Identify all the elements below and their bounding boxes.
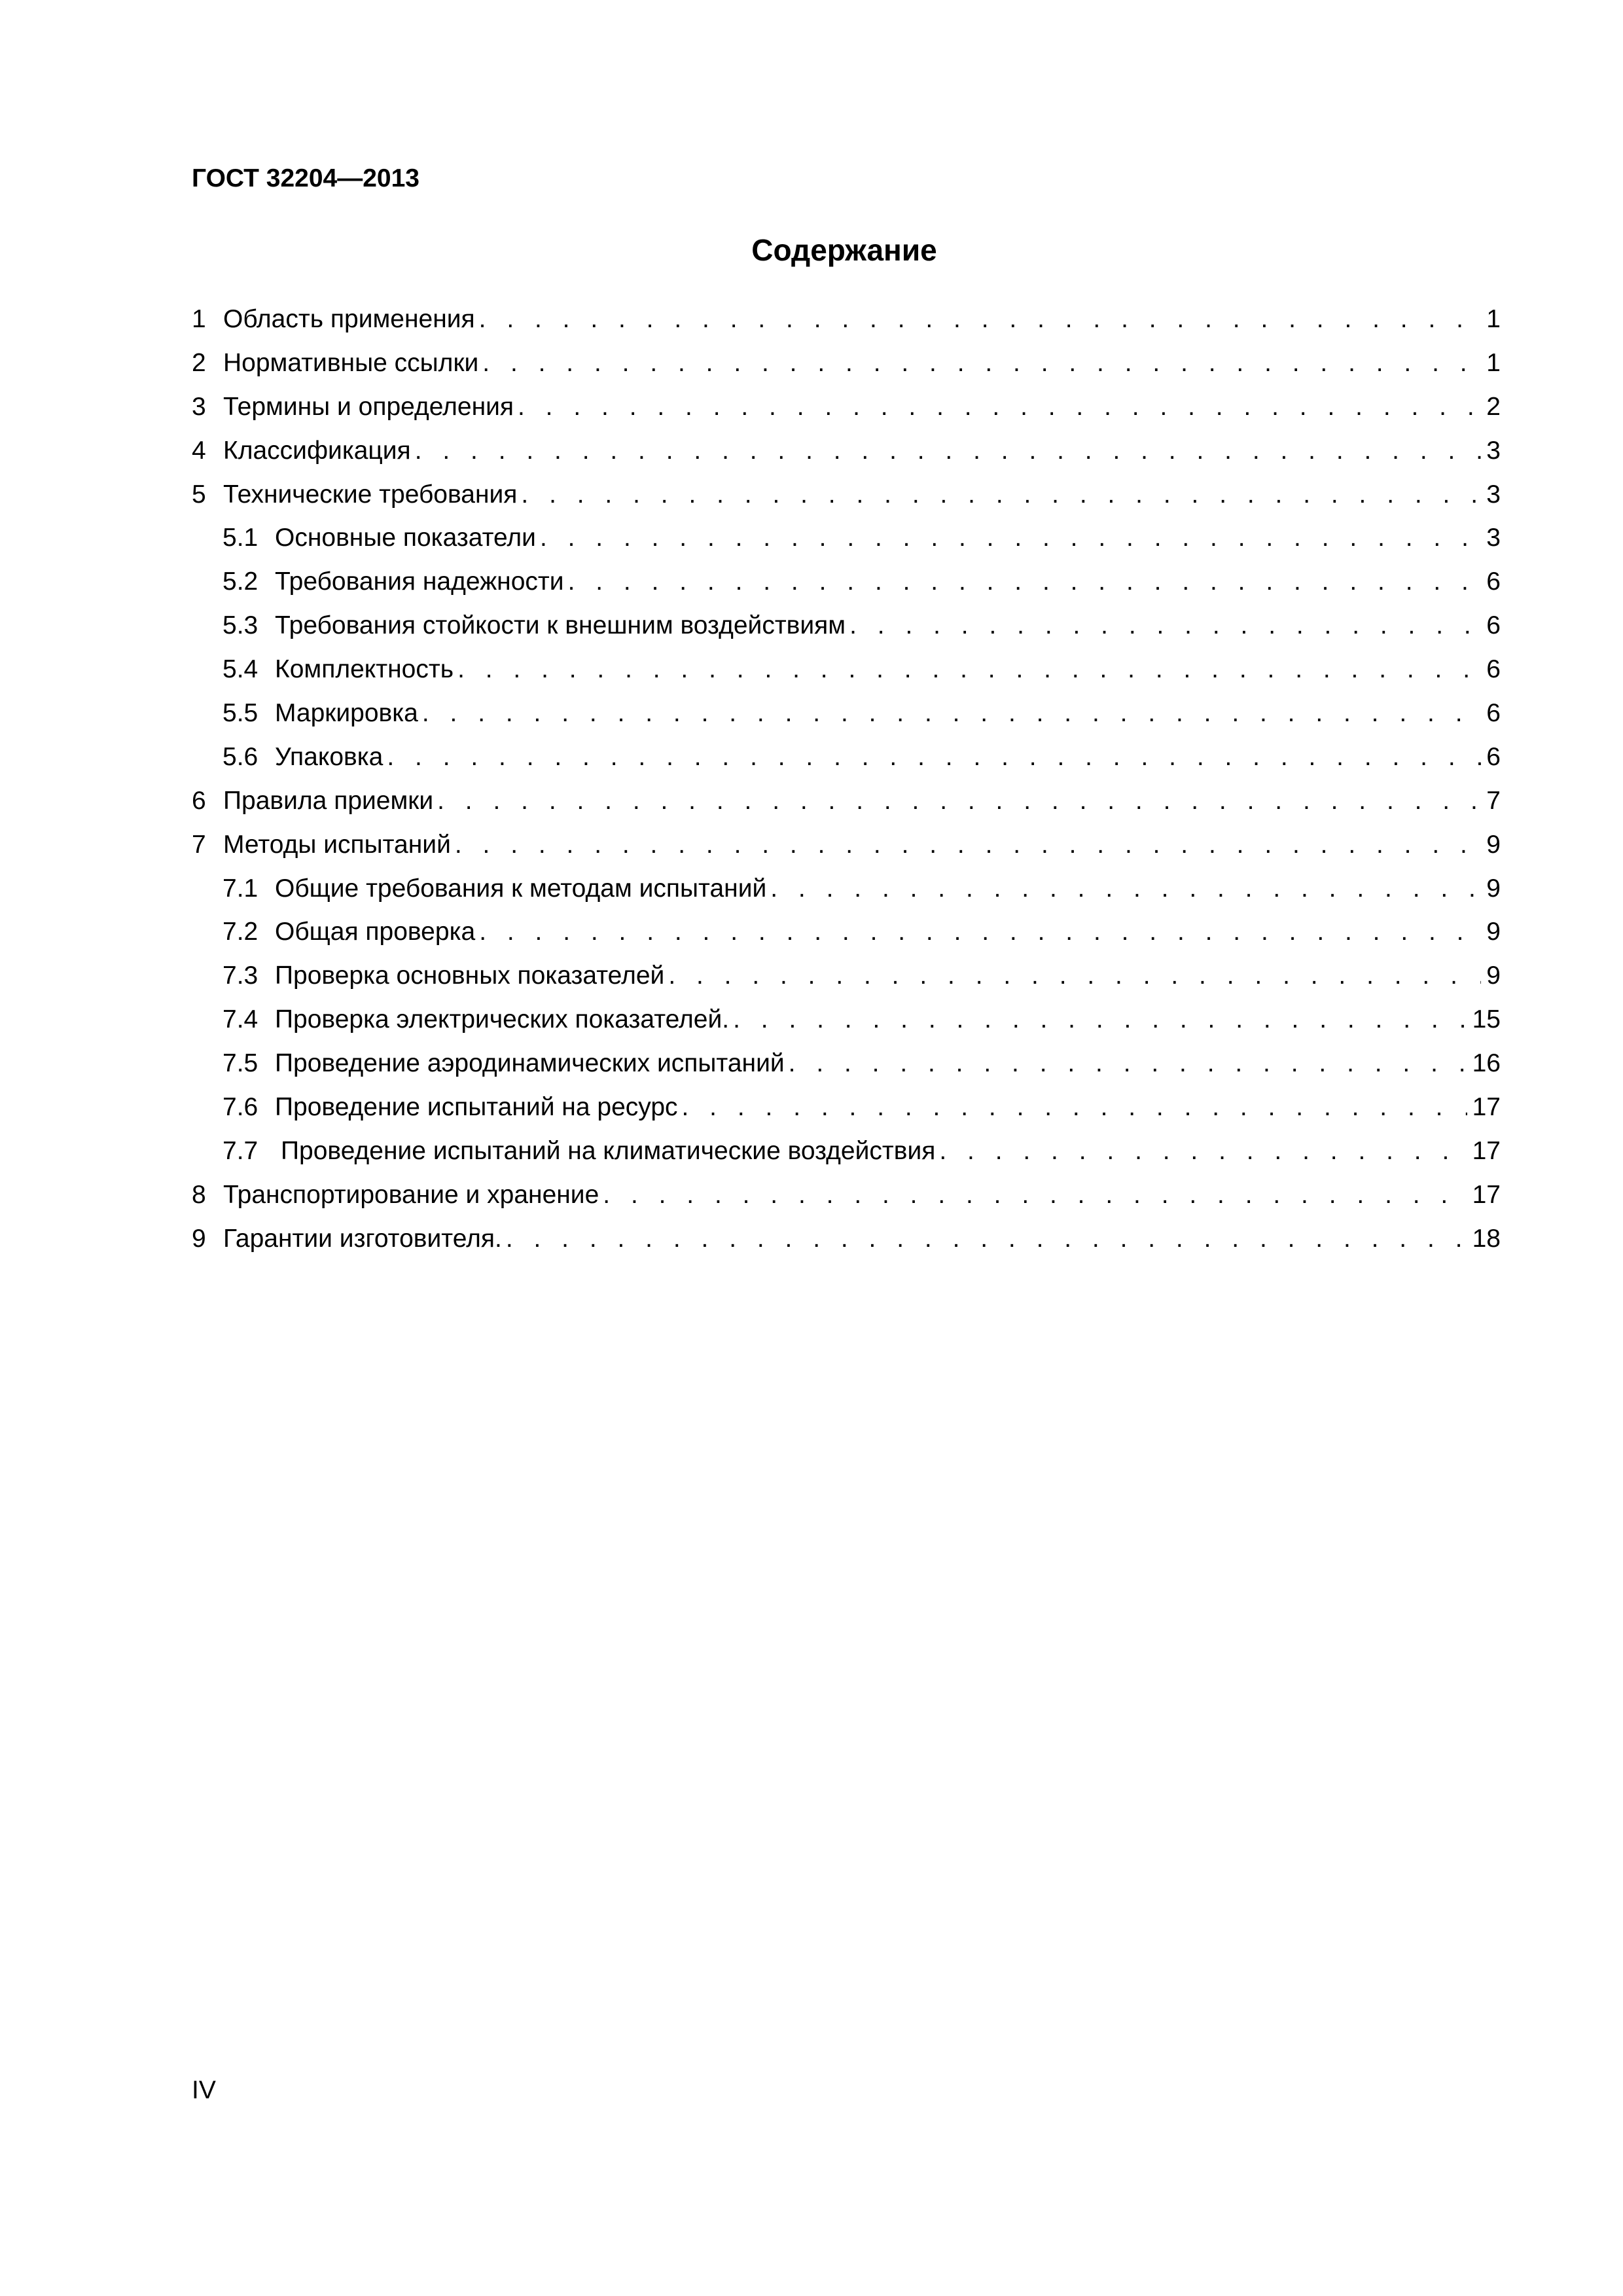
- toc-entry-number: 9: [192, 1224, 206, 1253]
- toc-entry-page: 6: [1486, 655, 1501, 684]
- toc-entry-number: 6: [192, 786, 206, 815]
- toc-title: Содержание: [751, 233, 937, 267]
- toc-entry-label: Область применения: [223, 305, 475, 333]
- toc-entry-number: 3: [192, 392, 206, 421]
- dot-leader: [387, 736, 1481, 780]
- dot-leader: [455, 823, 1481, 867]
- toc-entry-page: 15: [1472, 1005, 1501, 1034]
- toc-entry-page: 3: [1486, 524, 1501, 552]
- toc-subentry[interactable]: [192, 867, 1501, 911]
- toc-entry-page: 9: [1486, 961, 1501, 990]
- toc-entry-page: 6: [1486, 611, 1501, 640]
- table-of-contents: [192, 298, 1501, 1261]
- toc-entry-label: Комплектность: [275, 655, 454, 684]
- dot-leader: [789, 1042, 1467, 1086]
- toc-entry-label: Общая проверка: [275, 918, 476, 946]
- toc-entry-number: 7.5: [223, 1049, 259, 1078]
- toc-entry-page: 6: [1486, 742, 1501, 771]
- toc-entry-label: Нормативные ссылки: [223, 348, 479, 377]
- dot-leader: [682, 1086, 1467, 1130]
- toc-entry-label: Проведение испытаний на климатические воздействия: [281, 1136, 936, 1165]
- toc-subentry[interactable]: [192, 604, 1501, 648]
- toc-subentry[interactable]: [192, 648, 1501, 692]
- dot-leader: [479, 298, 1482, 342]
- dot-leader: [568, 560, 1482, 604]
- toc-entry-label: Проведение аэродинамических испытаний: [275, 1049, 785, 1078]
- toc-entry-number: 5.1: [223, 524, 259, 552]
- toc-entry-number: 7.2: [223, 918, 259, 946]
- toc-entry-page: 9: [1486, 918, 1501, 946]
- dot-leader: [479, 910, 1481, 954]
- toc-entry[interactable]: [192, 386, 1501, 429]
- dot-leader: [506, 1217, 1467, 1261]
- toc-entry-page: 18: [1472, 1224, 1501, 1253]
- toc-subentry[interactable]: [192, 1086, 1501, 1130]
- page-number: IV: [192, 2076, 216, 2104]
- toc-entry[interactable]: [192, 1174, 1501, 1217]
- dot-leader: [849, 604, 1481, 648]
- toc-entry-page: 6: [1486, 699, 1501, 728]
- toc-entry-label: Технические требования: [223, 480, 518, 509]
- toc-subentry[interactable]: [192, 1042, 1501, 1086]
- toc-subentry[interactable]: [192, 998, 1501, 1042]
- dot-leader: [939, 1130, 1467, 1174]
- toc-subentry[interactable]: [192, 954, 1501, 998]
- dot-leader: [733, 998, 1467, 1042]
- toc-entry-number: 7.4: [223, 1005, 259, 1034]
- document-code: ГОСТ 32204—2013: [192, 164, 419, 192]
- toc-entry-number: 5.3: [223, 611, 259, 640]
- dot-leader: [422, 692, 1481, 736]
- toc-entry-page: 6: [1486, 567, 1501, 596]
- dot-leader: [415, 429, 1482, 473]
- toc-subentry[interactable]: [192, 516, 1501, 560]
- toc-entry[interactable]: [192, 429, 1501, 473]
- toc-entry[interactable]: [192, 1217, 1501, 1261]
- toc-entry-page: 3: [1486, 436, 1501, 465]
- toc-entry-page: 17: [1472, 1093, 1501, 1122]
- toc-entry-page: 2: [1486, 392, 1501, 421]
- toc-entry-page: 9: [1486, 874, 1501, 903]
- toc-entry-page: 9: [1486, 830, 1501, 859]
- toc-entry-number: 8: [192, 1180, 206, 1209]
- toc-entry[interactable]: [192, 823, 1501, 867]
- toc-entry-number: 4: [192, 436, 206, 465]
- toc-entry-label: Правила приемки: [223, 786, 434, 815]
- toc-entry-label: Методы испытаний: [223, 830, 451, 859]
- toc-entry-number: 5: [192, 480, 206, 509]
- toc-entry[interactable]: [192, 473, 1501, 517]
- toc-entry[interactable]: [192, 298, 1501, 342]
- toc-entry-number: 7.6: [223, 1093, 259, 1122]
- toc-entry-number: 5.4: [223, 655, 259, 684]
- dot-leader: [521, 473, 1481, 517]
- dot-leader: [668, 954, 1481, 998]
- toc-subentry[interactable]: [192, 910, 1501, 954]
- toc-entry-label: Гарантии изготовителя.: [223, 1224, 502, 1253]
- toc-entry-number: 5.2: [223, 567, 259, 596]
- toc-entry-page: 17: [1472, 1136, 1501, 1165]
- toc-entry-label: Упаковка: [275, 742, 383, 771]
- toc-entry-label: Требования надежности: [275, 567, 564, 596]
- toc-entry-number: 7.7: [223, 1136, 259, 1165]
- toc-entry-page: 3: [1486, 480, 1501, 509]
- toc-entry-label: Основные показатели: [275, 524, 536, 552]
- toc-entry-page: 1: [1486, 348, 1501, 377]
- dot-leader: [540, 516, 1481, 560]
- toc-entry-label: Классификация: [223, 436, 411, 465]
- toc-entry-label: Проверка основных показателей: [275, 961, 665, 990]
- toc-entry-number: 5.6: [223, 742, 259, 771]
- dot-leader: [437, 780, 1481, 823]
- dot-leader: [518, 386, 1481, 429]
- toc-entry-number: 7.1: [223, 874, 259, 903]
- toc-entry-number: 5.5: [223, 699, 259, 728]
- dot-leader: [482, 342, 1481, 386]
- toc-subentry[interactable]: [192, 560, 1501, 604]
- toc-entry-label: Маркировка: [275, 699, 418, 728]
- dot-leader: [770, 867, 1481, 911]
- toc-entry-label: Общие требования к методам испытаний: [275, 874, 767, 903]
- dot-leader: [603, 1174, 1467, 1217]
- toc-subentry[interactable]: [192, 1130, 1501, 1174]
- toc-entry-label: Транспортирование и хранение: [223, 1180, 599, 1209]
- toc-entry-number: 2: [192, 348, 206, 377]
- dot-leader: [457, 648, 1481, 692]
- toc-entry-number: 7: [192, 830, 206, 859]
- toc-entry-page: 7: [1486, 786, 1501, 815]
- toc-entry-label: Проведение испытаний на ресурс: [275, 1093, 678, 1122]
- toc-entry[interactable]: [192, 780, 1501, 823]
- toc-subentry[interactable]: [192, 692, 1501, 736]
- toc-entry-page: 16: [1472, 1049, 1501, 1078]
- toc-entry-page: 1: [1486, 305, 1501, 333]
- toc-entry-page: 17: [1472, 1180, 1501, 1209]
- toc-entry-label: Термины и определения: [223, 392, 514, 421]
- toc-entry-label: Требования стойкости к внешним воздействиям: [275, 611, 846, 640]
- toc-entry[interactable]: [192, 342, 1501, 386]
- toc-entry-number: 1: [192, 305, 206, 333]
- toc-subentry[interactable]: [192, 736, 1501, 780]
- toc-entry-label: Проверка электрических показателей.: [275, 1005, 730, 1034]
- toc-entry-number: 7.3: [223, 961, 259, 990]
